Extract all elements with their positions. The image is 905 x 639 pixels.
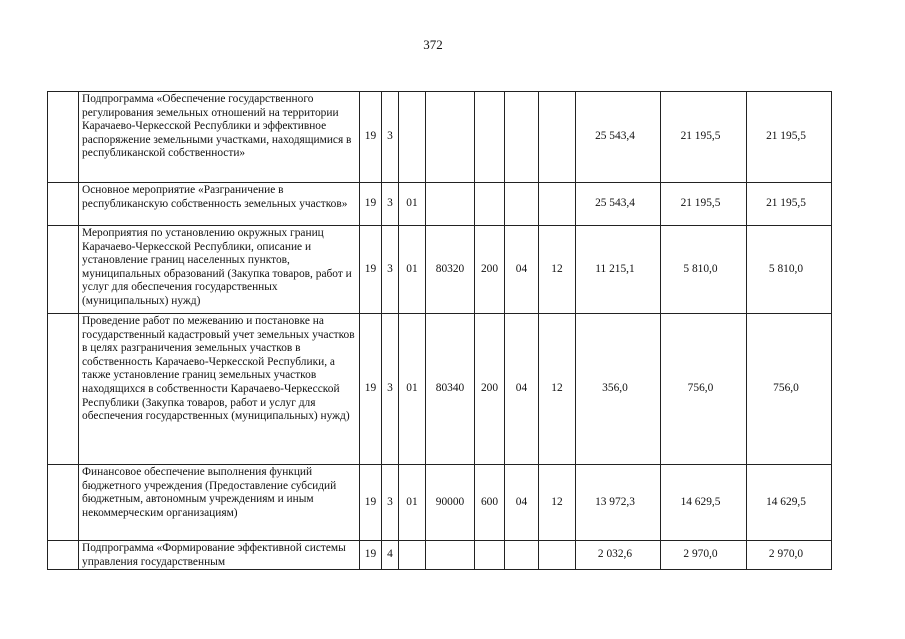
code-cell-c6: 04 bbox=[505, 226, 539, 314]
code-cell-c4 bbox=[426, 92, 475, 183]
margin-cell bbox=[48, 226, 79, 314]
code-cell-c1: 19 bbox=[360, 541, 382, 570]
code-cell-c4 bbox=[426, 541, 475, 570]
amount-cell-v1: 356,0 bbox=[576, 314, 661, 465]
code-cell-c7 bbox=[539, 183, 576, 226]
code-cell-c2: 3 bbox=[382, 92, 399, 183]
code-cell-c1: 19 bbox=[360, 92, 382, 183]
code-cell-c5: 600 bbox=[475, 465, 505, 541]
code-cell-c3: 01 bbox=[399, 183, 426, 226]
code-cell-c5 bbox=[475, 541, 505, 570]
amount-cell-v2: 756,0 bbox=[661, 314, 747, 465]
amount-cell-v2: 2 970,0 bbox=[661, 541, 747, 570]
amount-cell-v2: 14 629,5 bbox=[661, 465, 747, 541]
row-name-cell: Проведение работ по межеванию и постановке на государственный кадастровый учет земельных участков в целях разграничения земельных участков в собственность Карачаево-Черкесской Республики, а также установление границ земельных участков находящихся в собственности Карачаево-Черкесской Республики (Закупка товаров, работ и услуг для обеспечения государственных (муниципальных) нужд) bbox=[79, 314, 360, 465]
amount-cell-v2: 21 195,5 bbox=[661, 92, 747, 183]
table-row bbox=[48, 92, 832, 183]
code-cell-c3 bbox=[399, 541, 426, 570]
margin-cell bbox=[48, 314, 79, 465]
code-cell-c2: 4 bbox=[382, 541, 399, 570]
amount-cell-v3: 2 970,0 bbox=[747, 541, 832, 570]
code-cell-c2: 3 bbox=[382, 226, 399, 314]
amount-cell-v1: 13 972,3 bbox=[576, 465, 661, 541]
code-cell-c4: 80340 bbox=[426, 314, 475, 465]
code-cell-c5: 200 bbox=[475, 226, 505, 314]
code-cell-c6 bbox=[505, 183, 539, 226]
code-cell-c4: 80320 bbox=[426, 226, 475, 314]
margin-cell bbox=[48, 183, 79, 226]
code-cell-c3: 01 bbox=[399, 314, 426, 465]
code-cell-c1: 19 bbox=[360, 465, 382, 541]
amount-cell-v3: 756,0 bbox=[747, 314, 832, 465]
code-cell-c7: 12 bbox=[539, 314, 576, 465]
amount-cell-v3: 21 195,5 bbox=[747, 92, 832, 183]
row-name-cell: Основное мероприятие «Разграничение в республиканскую собственность земельных участков» bbox=[79, 183, 360, 226]
code-cell-c5 bbox=[475, 183, 505, 226]
amount-cell-v1: 25 543,4 bbox=[576, 183, 661, 226]
margin-cell bbox=[48, 92, 79, 183]
amount-cell-v1: 2 032,6 bbox=[576, 541, 661, 570]
amount-cell-v1: 25 543,4 bbox=[576, 92, 661, 183]
code-cell-c4: 90000 bbox=[426, 465, 475, 541]
table-row bbox=[48, 314, 832, 465]
row-name-cell: Финансовое обеспечение выполнения функций бюджетного учреждения (Предоставление субсидий бюджетным, автономным учреждениям и иным некоммерческим организациям) bbox=[79, 465, 360, 541]
code-cell-c3: 01 bbox=[399, 226, 426, 314]
table-row bbox=[48, 183, 832, 226]
code-cell-c5 bbox=[475, 92, 505, 183]
code-cell-c1: 19 bbox=[360, 183, 382, 226]
code-cell-c7: 12 bbox=[539, 465, 576, 541]
table-row bbox=[48, 541, 832, 570]
margin-cell bbox=[48, 465, 79, 541]
table-row bbox=[48, 226, 832, 314]
code-cell-c2: 3 bbox=[382, 465, 399, 541]
margin-cell bbox=[48, 541, 79, 570]
row-name-cell: Мероприятия по установлению окружных границ Карачаево-Черкесской Республики, описание и установление границ населенных пунктов, муниципальных образований (Закупка товаров, работ и услуг для обеспечения государственных (муниципальных) нужд) bbox=[79, 226, 360, 314]
row-name-cell: Подпрограмма «Формирование эффективной системы управления государственным bbox=[79, 541, 360, 570]
code-cell-c7: 12 bbox=[539, 226, 576, 314]
amount-cell-v3: 21 195,5 bbox=[747, 183, 832, 226]
code-cell-c6 bbox=[505, 92, 539, 183]
amount-cell-v1: 11 215,1 bbox=[576, 226, 661, 314]
code-cell-c3: 01 bbox=[399, 465, 426, 541]
table-row bbox=[48, 465, 832, 541]
amount-cell-v2: 5 810,0 bbox=[661, 226, 747, 314]
code-cell-c6 bbox=[505, 541, 539, 570]
budget-table bbox=[47, 91, 832, 570]
code-cell-c7 bbox=[539, 541, 576, 570]
code-cell-c2: 3 bbox=[382, 183, 399, 226]
code-cell-c7 bbox=[539, 92, 576, 183]
code-cell-c5: 200 bbox=[475, 314, 505, 465]
amount-cell-v3: 5 810,0 bbox=[747, 226, 832, 314]
row-name-cell: Подпрограмма «Обеспечение государственного регулирования земельных отношений на территории Карачаево-Черкесской Республики и эффективное распоряжение земельными участками, находящимися в республиканской собственности» bbox=[79, 92, 360, 183]
code-cell-c6: 04 bbox=[505, 314, 539, 465]
code-cell-c2: 3 bbox=[382, 314, 399, 465]
amount-cell-v2: 21 195,5 bbox=[661, 183, 747, 226]
code-cell-c6: 04 bbox=[505, 465, 539, 541]
page-number: 372 bbox=[423, 37, 443, 52]
code-cell-c4 bbox=[426, 183, 475, 226]
code-cell-c3 bbox=[399, 92, 426, 183]
code-cell-c1: 19 bbox=[360, 226, 382, 314]
amount-cell-v3: 14 629,5 bbox=[747, 465, 832, 541]
code-cell-c1: 19 bbox=[360, 314, 382, 465]
